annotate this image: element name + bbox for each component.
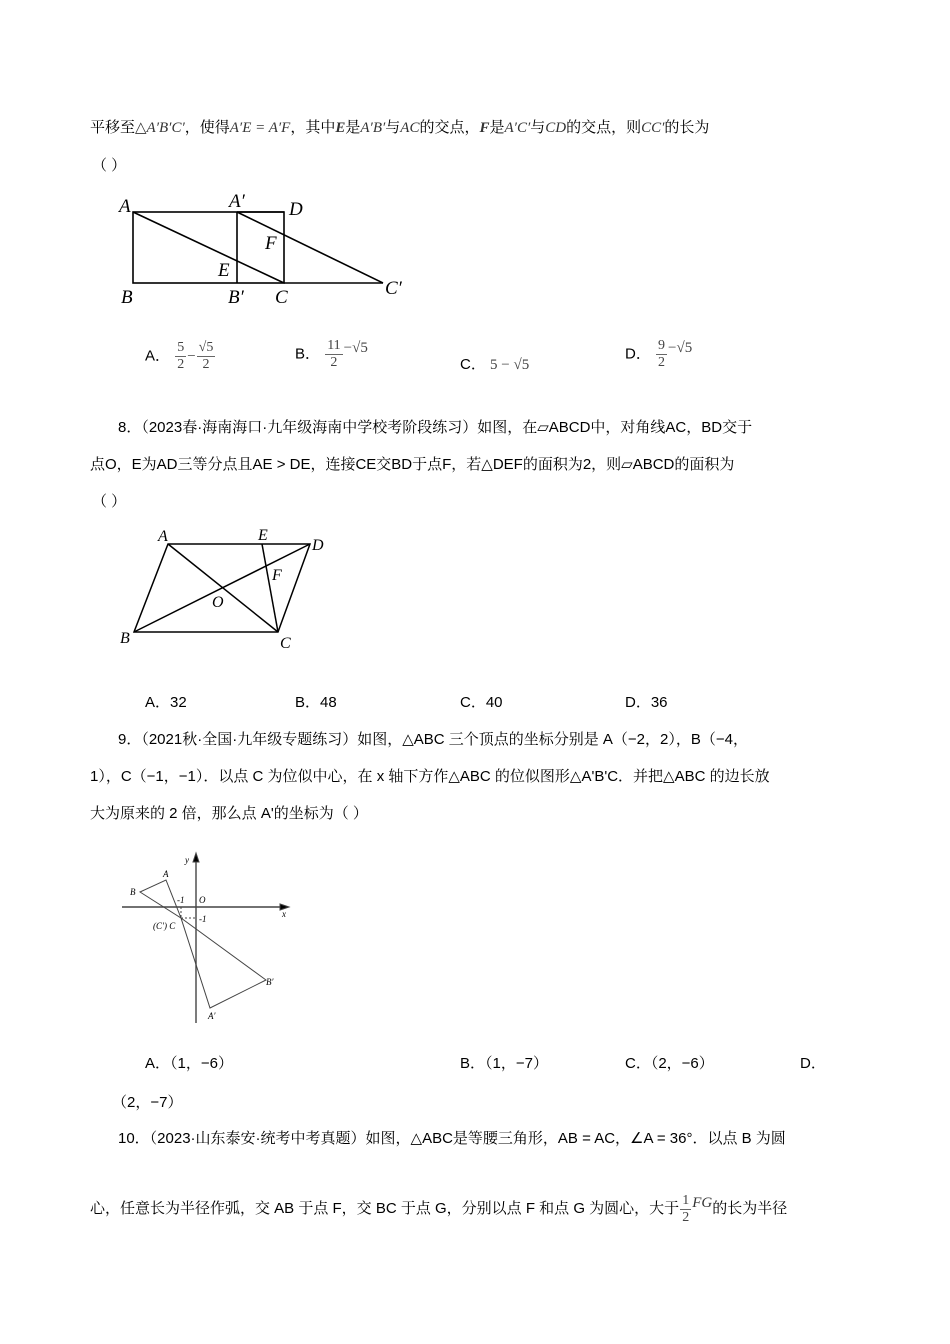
label-a: A — [163, 869, 169, 879]
q7-answer-paren: （ ） — [92, 157, 127, 174]
segment-a1c1 — [237, 212, 383, 283]
fraction — [325, 338, 342, 371]
math: A′B′ — [360, 120, 386, 136]
label-neg1-x: -1 — [177, 895, 185, 905]
q8-option-b[interactable]: B．48 — [295, 694, 337, 711]
q9-option-c[interactable]: C．（2，−6） — [625, 1055, 714, 1072]
math: △A′B′C′ — [135, 120, 185, 136]
q8-option-c[interactable]: C．40 — [460, 694, 503, 711]
math: FG — [692, 1195, 713, 1211]
label-a: A — [158, 528, 168, 545]
expression: −√5 — [668, 340, 693, 356]
text: 心，任意长为半径作弧，交 AB 于点 F，交 BC 于点 G，分别以点 F 和点 G 为圆心，大于 — [90, 1200, 680, 1217]
q7-figure — [133, 212, 383, 283]
q10-stem-line-1: 10．（2023·山东泰安·统考中考真题）如图，△ABC是等腰三角形，AB = AC，∠A = 36°．以点 B 为圆 — [118, 1130, 786, 1147]
denominator: 2 — [177, 357, 185, 372]
label-b-prime: B′ — [228, 287, 244, 308]
q9-stem-line-3: 大为原来的 2 倍，那么点 A'的坐标为（ ） — [90, 805, 368, 822]
label-f: F — [272, 567, 282, 584]
label-b: B — [120, 630, 130, 647]
label-b: B — [130, 887, 136, 897]
label-c: C — [280, 635, 291, 652]
text: 与 — [385, 119, 401, 136]
q8-answer-paren: （ ） — [92, 493, 127, 510]
numerator: 11 — [327, 338, 341, 353]
expression: 5 − √5 — [490, 357, 530, 374]
expression: −√5 — [343, 340, 368, 356]
label-e: E — [218, 260, 230, 281]
q7-figure-labels — [117, 191, 403, 308]
fraction-one-half — [680, 1193, 691, 1226]
denominator: 2 — [202, 357, 210, 372]
math: A′E = A′F — [229, 120, 291, 136]
diagonal-bd — [134, 544, 310, 632]
math: F — [479, 120, 490, 136]
q7-option-c[interactable] — [460, 355, 529, 375]
q10-stem-line-2 — [90, 1183, 787, 1229]
triangle-abc — [140, 880, 181, 918]
fraction — [175, 340, 186, 373]
q9-option-a[interactable]: A．（1，−6） — [145, 1055, 233, 1072]
label-c-prime: C′ — [385, 278, 402, 299]
q9-stem-line-1: 9．（2021秋·全国·九年级专题练习）如图，△ABC 三个顶点的坐标分别是 A（−2，2），B（−4， — [118, 731, 748, 748]
label-a-prime: A′ — [229, 191, 245, 212]
denominator: 2 — [330, 355, 338, 370]
math: E — [335, 120, 346, 136]
text: ，使得 — [184, 119, 230, 136]
triangle-a1b1c — [181, 918, 266, 1008]
q9-option-b[interactable]: B．（1，−7） — [460, 1055, 548, 1072]
q8-figure — [134, 544, 310, 632]
label-e: E — [258, 527, 268, 544]
minus: − — [187, 348, 196, 365]
q9-figure — [122, 853, 289, 1023]
q9-stem-line-2: 1），C（−1，−1）．以点 C 为位似中心，在 x 轴下方作△ABC 的位似图形△A'B'C．并把△ABC 的边长放 — [90, 768, 770, 785]
text: 的交点，则 — [566, 119, 642, 136]
text: ，其中 — [290, 119, 336, 136]
option-label: B． — [295, 345, 321, 363]
option-label: A． — [145, 347, 171, 365]
q9-option-d-value: （2，−7） — [112, 1094, 183, 1111]
label-a: A — [119, 196, 131, 217]
option-label: C． — [460, 356, 486, 373]
q8-stem-line-2: 点O，E为AD三等分点且AE > DE，连接CE交BD于点F，若△DEF的面积为2，则▱ABCD的面积为 — [90, 456, 735, 473]
segment-ac — [133, 212, 284, 283]
text: 是 — [489, 119, 505, 136]
q7-option-a[interactable] — [145, 340, 216, 373]
y-axis-arrow-icon — [193, 853, 199, 862]
text: 与 — [530, 119, 546, 136]
label-neg1-y: -1 — [199, 914, 207, 924]
q7-option-d[interactable] — [625, 338, 692, 371]
label-b: B — [121, 287, 133, 308]
q7-option-b[interactable] — [295, 338, 368, 371]
text: 是 — [345, 119, 361, 136]
label-y: y — [185, 855, 189, 865]
label-c: (C′) C — [153, 921, 176, 931]
label-o: O — [199, 895, 206, 905]
fraction — [197, 340, 216, 373]
q8-option-d[interactable]: D．36 — [625, 694, 668, 711]
denominator: 2 — [658, 355, 666, 370]
label-a-prime: A′ — [208, 1011, 216, 1021]
numerator: √5 — [198, 340, 214, 355]
label-o: O — [212, 594, 224, 611]
numerator: 9 — [658, 338, 666, 353]
math: A′C′ — [504, 120, 531, 136]
denominator: 2 — [682, 1209, 690, 1225]
numerator: 5 — [177, 340, 185, 355]
q8-option-a[interactable]: A．32 — [145, 694, 187, 711]
label-b-prime: B′ — [266, 977, 274, 987]
math: CC′ — [641, 120, 665, 136]
q9-option-d[interactable]: D． — [800, 1055, 826, 1072]
segment-ce — [262, 544, 278, 632]
numerator: 1 — [682, 1192, 690, 1208]
label-c: C — [275, 287, 288, 308]
text: 的长为半径 — [712, 1200, 788, 1217]
q8-stem-line-1: 8．（2023春·海南海口·九年级海南中学校考阶段练习）如图，在▱ABCD中，对角线AC，BD交于 — [118, 419, 753, 436]
label-d: D — [312, 537, 324, 554]
text: 的交点， — [419, 119, 480, 136]
fraction — [656, 338, 667, 371]
label-x: x — [282, 909, 286, 919]
label-f: F — [265, 233, 277, 254]
math: CD — [545, 120, 567, 136]
math: AC — [400, 120, 420, 136]
text: 平移至 — [90, 119, 136, 136]
option-label: D． — [625, 345, 651, 363]
label-d: D — [289, 199, 303, 220]
text: 的长为 — [664, 119, 710, 136]
